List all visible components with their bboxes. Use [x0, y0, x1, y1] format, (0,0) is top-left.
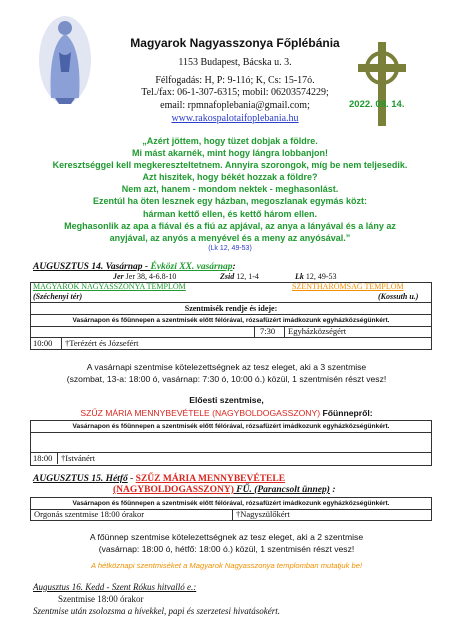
celtic-cross-icon: [356, 40, 408, 128]
sunday-heading-colon: :: [232, 262, 236, 272]
reading-1: Jer Jer 38, 4-6.8-10: [113, 272, 177, 281]
monday-feast-line-2: (NAGYBOLDOGASSZONY): [113, 485, 234, 495]
phone-numbers: Tel./fax: 06-1-307-6315; mobil: 06203574229;: [141, 87, 329, 98]
row-1-text: Egyházközségért: [288, 326, 347, 336]
quote-line: Meghasonlik az apa a fiával és a fiú az apjával, az anya a lányával és a lány az: [64, 220, 396, 231]
row-2-divider: [61, 337, 62, 349]
church-1-street: (Széchenyi tér): [33, 292, 83, 301]
quote-line: Keresztséggel kell megkereszteltetnem. Annyira szorongok, míg be nem teljesedik.: [52, 160, 408, 171]
gospel-quote: [30, 135, 430, 254]
eve-feast-name: SZŰZ MÁRIA MENNYBEVÉTELE (NAGYBOLDOGASSZONY): [80, 408, 321, 418]
schedule-title: Szentmisék rendje és ideje:: [30, 302, 432, 315]
monday-heading-colon: :: [329, 485, 336, 495]
quote-line: „Azért jöttem, hogy tüzet dobjak a földre.: [142, 136, 318, 146]
eve-row-time: 18:00: [33, 453, 53, 463]
eve-row-divider: [57, 452, 58, 464]
quote-line: Ezentúl ha öten lesznek egy házban, megoszlanak egymás közt:: [92, 196, 368, 207]
reading-3-ref: 12, 49-53: [305, 272, 337, 281]
sunday-heading: [33, 262, 236, 272]
parish-title: Magyarok Nagyasszonya Főplébánia: [130, 36, 340, 50]
monday-heading: [33, 474, 433, 496]
tuesday-note: Szentmise után zsolozsma a hívekkel, papi és szerzetesi hivatásokért.: [33, 606, 280, 616]
quote-line: anyjával, az anyós a menyével és a meny az anyósával.”: [109, 232, 351, 243]
reading-3: [295, 272, 337, 281]
church-2-street: (Kossuth u.): [378, 292, 419, 301]
monday-heading-sep: -: [127, 474, 136, 484]
email-address: email: rpmnafoplebania@gmail.com;: [160, 100, 310, 111]
quote-reference: (Lk 12, 49-53): [208, 244, 252, 252]
reading-2: [220, 272, 259, 281]
row-2-text: †Terézért és Józsefért: [65, 338, 139, 348]
eve-rosary-note: Vasárnapon és főünnepen a szentmisék előtt félórával, rózsafüzért imádkozunk egyházközségünkért.: [30, 420, 432, 433]
row-1-time: 7:30: [260, 326, 276, 336]
eve-empty-row: [30, 431, 432, 452]
website-link[interactable]: www.rakospalotaifoplebania.hu: [171, 113, 299, 124]
monday-feast-line-1: SZŰZ MÁRIA MENNYBEVÉTELE: [135, 474, 286, 484]
feast-obligation-notice: [20, 531, 433, 555]
reading-3-label: Lk: [295, 272, 304, 281]
monday-mass-text: Orgonás szentmise 18:00 órakor: [34, 509, 145, 519]
quote-line: Mi mást akarnék, mint hogy lángra lobbanjon!: [131, 148, 329, 159]
quote-line: Nem azt, hanem - mondom nektek - meghasonlást.: [121, 184, 339, 195]
church-2-name: SZENTHÁROMSÁG TEMPLOM: [292, 282, 404, 291]
row-1-divider: [284, 326, 285, 337]
reading-2-label: Zsid: [220, 272, 235, 281]
tuesday-heading: Augusztus 16. Kedd - Szent Rókus hitvalló e.:: [33, 582, 197, 592]
monday-feast-suffix: FŰ. (Parancsolt ünnep): [233, 485, 330, 495]
sunday-schedule-table: [30, 282, 432, 349]
office-hours: Félfogadás: H, P: 9-11ó; K, Cs: 15-17ó.: [155, 75, 315, 86]
monday-rosary-note: Vasárnapon és főünnepen a szentmisék előtt félórával, rózsafüzért imádkozunk egyházközségünkért.: [30, 497, 432, 510]
notice-2-line-1: A főünnep szentmise kötelezettségnek az tesz eleget, aki a 2 szentmise: [89, 532, 364, 542]
sunday-heading-feast: Évközi XX. vasárnap: [150, 262, 233, 272]
quote-line: hárman kettő ellen, és kettő három ellen.: [142, 208, 318, 219]
monday-row-divider: [232, 509, 233, 520]
reading-2-ref: 12, 1-4: [236, 272, 259, 281]
monday-mass-intent: †Nagyszülőkért: [236, 509, 290, 519]
eve-feast-suffix: Főünnepről:: [320, 408, 373, 418]
row-2-time: 10:00: [33, 338, 53, 348]
mary-statue-icon: [35, 12, 95, 108]
bulletin-date: 2022. 08. 14.: [349, 99, 405, 110]
row-1-left-border: [30, 326, 431, 337]
sunday-obligation-notice: [20, 361, 433, 385]
quote-line: Azt hiszitek, hogy békét hozzak a földre?: [142, 172, 318, 183]
parish-address: 1153 Budapest, Bácska u. 3.: [178, 57, 292, 68]
sunday-heading-date: AUGUSZTUS 14. Vasárnap -: [33, 262, 151, 272]
eve-row-text: †Istvánért: [61, 453, 95, 463]
reading-1-ref: Jer 38, 4-6.8-10: [125, 272, 177, 281]
rosary-note: Vasárnapon és főünnepen a szentmisék előtt félórával, rózsafüzért imádkozunk egyházközségünkért.: [30, 314, 432, 327]
monday-heading-date: AUGUSZTUS 15. Hétfő: [33, 474, 128, 484]
eve-mass-feast: [20, 408, 433, 418]
eve-mass-title: Előesti szentmise,: [189, 395, 264, 405]
church-1-name: MAGYAROK NAGYASSZONYA TEMPLOM: [33, 282, 186, 291]
monday-heading-line-1: [33, 474, 433, 485]
weekday-note: A hétköznapi szentmiséket a Magyarok Nagyasszonya templomban mutatjuk be!: [90, 561, 363, 570]
monday-heading-line-2: [33, 485, 433, 496]
notice-2-line-2: (vasárnap: 18:00 ó, hétfő: 18:00 ó.) közül, 1 szentmisén részt vesz!: [98, 544, 355, 554]
tuesday-mass: Szentmise 18:00 órakor: [58, 594, 144, 604]
notice-1-line-1: A vasárnapi szentmise kötelezettségnek az tesz eleget, aki a 3 szentmise: [86, 362, 367, 372]
notice-1-line-2: (szombat, 13-a: 18:00 ó, vasárnap: 7:30 ó, 10:00 ó.) közül, 1 szentmisén részt vesz!: [66, 374, 387, 384]
